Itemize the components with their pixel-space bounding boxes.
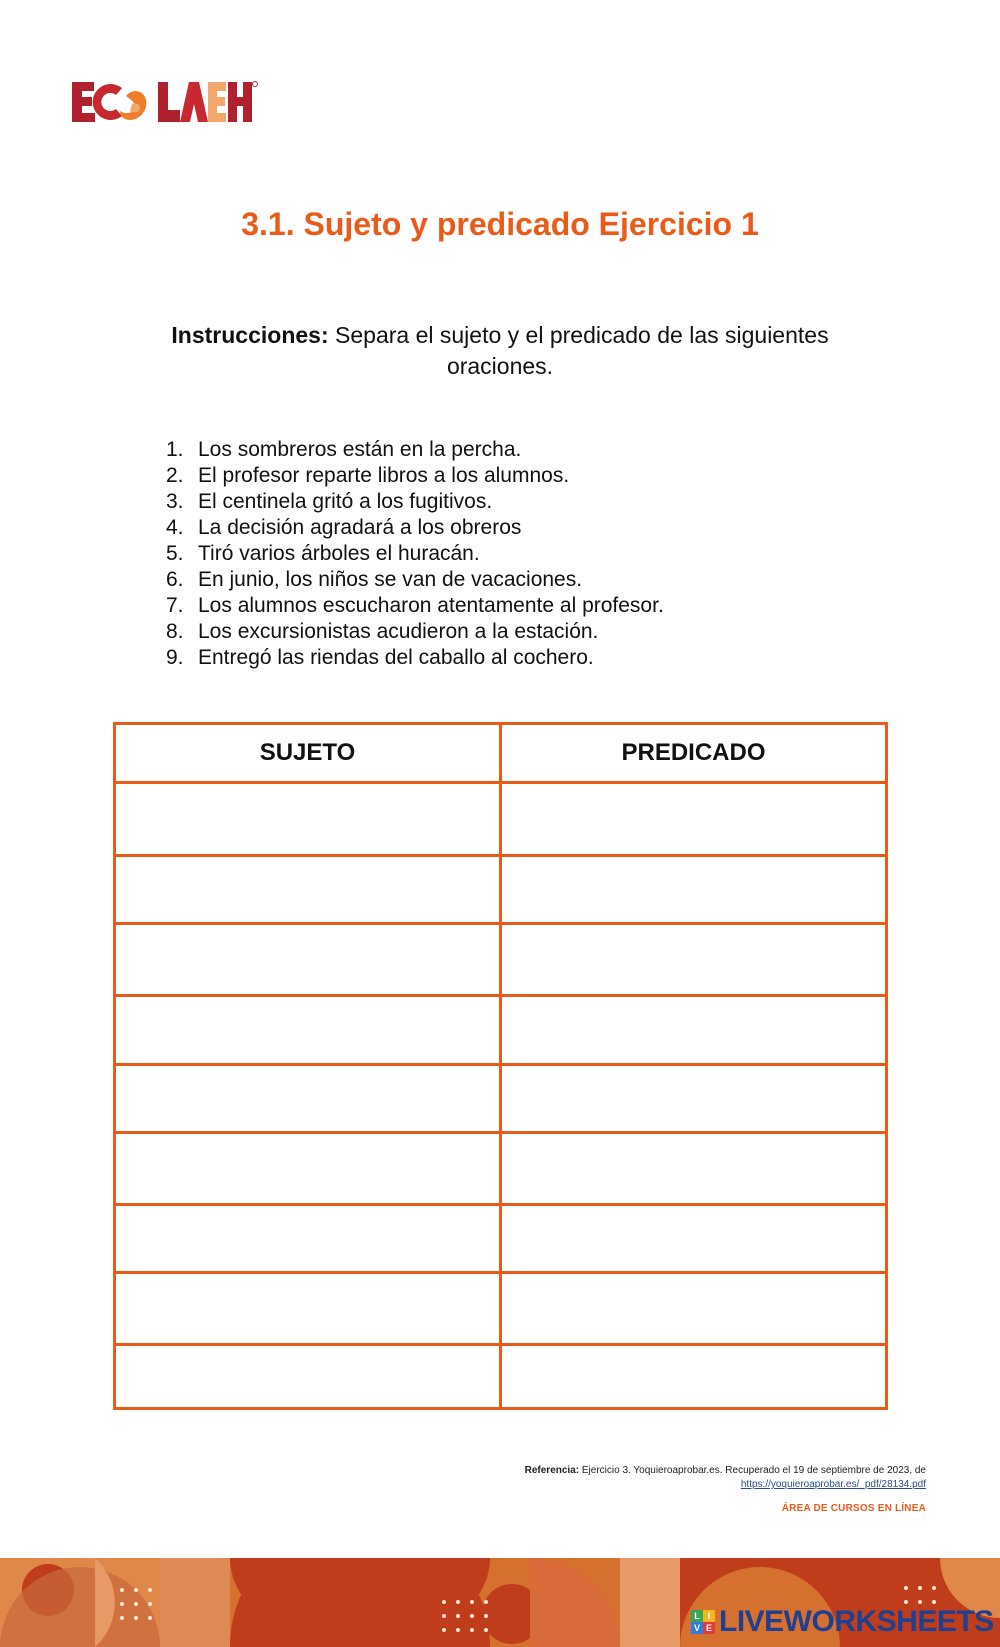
liveworksheets-icon: L I V E xyxy=(691,1610,715,1634)
table-row xyxy=(115,924,887,996)
table-row xyxy=(115,1345,887,1409)
sujeto-answer-cell[interactable] xyxy=(115,1273,501,1345)
table-row xyxy=(115,1133,887,1205)
list-item-number: 9. xyxy=(166,646,184,669)
reference-link[interactable]: https://yoquieroaprobar.es/_pdf/28134.pdf xyxy=(740,1479,926,1490)
predicado-answer-cell[interactable] xyxy=(501,1345,887,1409)
list-item xyxy=(166,437,866,463)
list-item-text: Tiró varios árboles el huracán. xyxy=(198,542,480,565)
list-item-number: 5. xyxy=(166,542,184,565)
sujeto-answer-cell[interactable] xyxy=(115,1345,501,1409)
list-item xyxy=(166,619,866,645)
sentence-list xyxy=(166,437,866,671)
reference-text: Ejercicio 3. Yoquieroaprobar.es. Recuperado el 19 de septiembre de 2023, de xyxy=(579,1465,926,1476)
table-row xyxy=(115,996,887,1065)
table-row xyxy=(115,1205,887,1273)
predicado-answer-cell[interactable] xyxy=(501,856,887,924)
list-item-number: 4. xyxy=(166,516,184,539)
predicado-answer-cell[interactable] xyxy=(501,1133,887,1205)
sujeto-answer-cell[interactable] xyxy=(115,783,501,856)
predicado-answer-cell[interactable] xyxy=(501,1065,887,1133)
logo-graphic xyxy=(70,78,260,126)
list-item-text: En junio, los niños se van de vacaciones. xyxy=(198,568,583,591)
sujeto-answer-cell[interactable] xyxy=(115,1065,501,1133)
reference-label: Referencia: xyxy=(524,1465,580,1476)
sujeto-answer-cell[interactable] xyxy=(115,856,501,924)
column-header-predicado: PREDICADO xyxy=(501,724,887,783)
table-row xyxy=(115,783,887,856)
sujeto-answer-cell[interactable] xyxy=(115,1205,501,1273)
instructions-label: Instrucciones: xyxy=(171,322,329,348)
table-row xyxy=(115,856,887,924)
page-title: 3.1. Sujeto y predicado Ejercicio 1 xyxy=(241,206,759,242)
list-item xyxy=(166,645,866,671)
list-item-number: 1. xyxy=(166,438,184,461)
list-item xyxy=(166,593,866,619)
list-item-text: El centinela gritó a los fugitivos. xyxy=(198,490,493,513)
list-item-text: El profesor reparte libros a los alumnos. xyxy=(198,464,570,487)
list-item-number: 3. xyxy=(166,490,184,513)
list-item xyxy=(166,515,866,541)
list-item-text: Los sombreros están en la percha. xyxy=(198,438,522,461)
sujeto-answer-cell[interactable] xyxy=(115,1133,501,1205)
reference-note xyxy=(326,1464,926,1492)
ecu-uaeh-logo xyxy=(70,78,260,126)
table-row xyxy=(115,1065,887,1133)
list-item-text: Los alumnos escucharon atentamente al profesor. xyxy=(198,594,664,617)
list-item-text: Entregó las riendas del caballo al cochero. xyxy=(198,646,594,669)
instructions xyxy=(130,320,870,382)
sujeto-answer-cell[interactable] xyxy=(115,996,501,1065)
instructions-text: Separa el sujeto y el predicado de las siguientes oraciones. xyxy=(328,322,829,379)
answer-table xyxy=(113,722,888,1410)
list-item xyxy=(166,541,866,567)
sujeto-answer-cell[interactable] xyxy=(115,924,501,996)
table-header-row xyxy=(115,724,887,783)
list-item-number: 8. xyxy=(166,620,184,643)
list-item-text: Los excursionistas acudieron a la estación. xyxy=(198,620,599,643)
list-item-number: 2. xyxy=(166,464,184,487)
predicado-answer-cell[interactable] xyxy=(501,996,887,1065)
list-item-text: La decisión agradará a los obreros xyxy=(198,516,522,539)
predicado-answer-cell[interactable] xyxy=(501,924,887,996)
liveworksheets-badge[interactable] xyxy=(691,1605,994,1639)
predicado-answer-cell[interactable] xyxy=(501,1205,887,1273)
liveworksheets-label: LIVEWORKSHEETS xyxy=(719,1605,994,1638)
list-item xyxy=(166,567,866,593)
list-item xyxy=(166,463,866,489)
column-header-sujeto: SUJETO xyxy=(115,724,501,783)
table-row xyxy=(115,1273,887,1345)
area-label: ÁREA DE CURSOS EN LÍNEA xyxy=(781,1503,926,1514)
list-item xyxy=(166,489,866,515)
predicado-answer-cell[interactable] xyxy=(501,783,887,856)
list-item-number: 7. xyxy=(166,594,184,617)
predicado-answer-cell[interactable] xyxy=(501,1273,887,1345)
list-item-number: 6. xyxy=(166,568,184,591)
